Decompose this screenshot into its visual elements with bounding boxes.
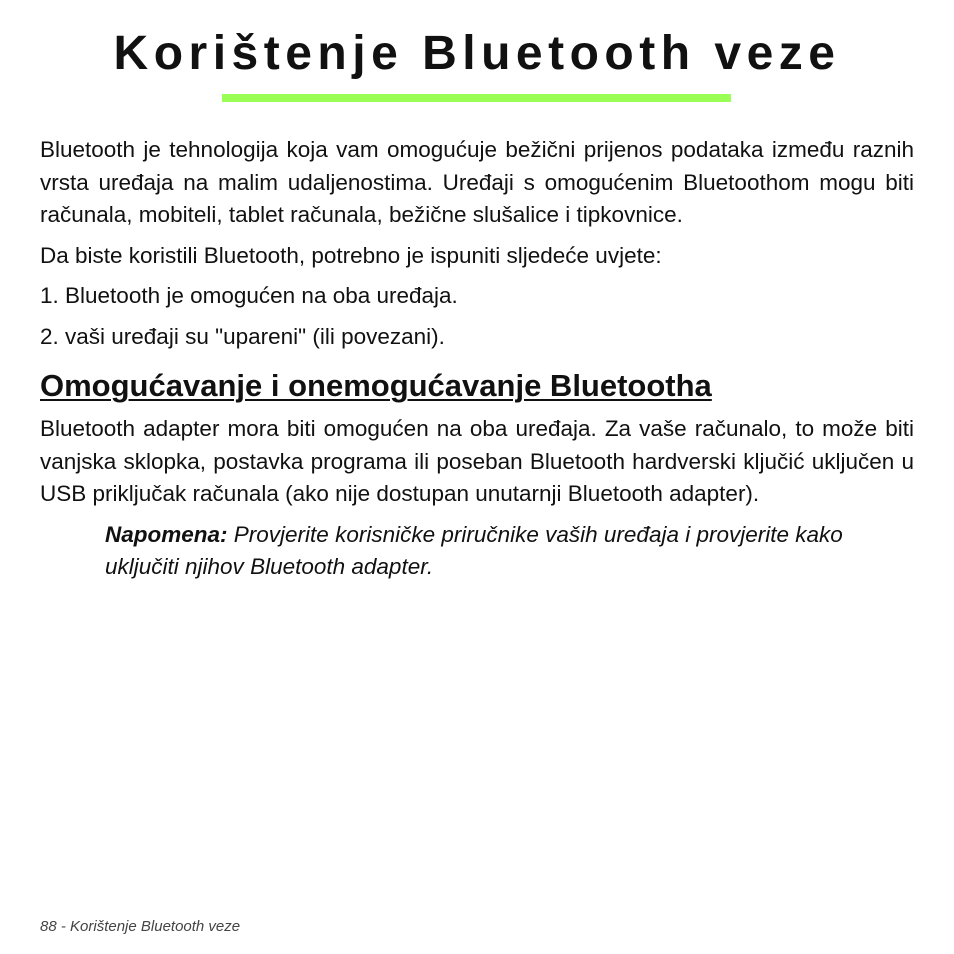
note-label: Napomena:: [105, 521, 228, 547]
conditions-intro-paragraph: Da biste koristili Bluetooth, potrebno je ispuniti sljedeće uvjete:: [40, 242, 662, 268]
condition-item: 2. vaši uređaji su "upareni" (ili povezani).: [40, 323, 445, 349]
page-footer: 88 - Korištenje Bluetooth veze: [40, 918, 241, 935]
title-underline-bar: [222, 94, 731, 102]
note-block: [105, 519, 914, 584]
section-paragraph: Bluetooth adapter mora biti omogućen na oba uređaja. Za vaše računalo, to može biti vanjska sklopka, postavka programa ili poseban Bluetooth hardverski ključić uključen u USB priključak računala (ako nije dostupan unutarnji Bluetooth adapter).: [40, 416, 914, 506]
condition-item: 1. Bluetooth je omogućen na oba uređaja.: [40, 283, 458, 308]
section-heading: Omogućavanje i onemogućavanje Bluetootha: [40, 368, 712, 403]
page-content: [40, 134, 914, 584]
note-text: Provjerite korisničke priručnike vaših uređaja i provjerite kako uključiti njihov Bluetooth adapter.: [105, 521, 843, 579]
page-title: Korištenje Bluetooth veze: [113, 27, 841, 80]
intro-paragraph: Bluetooth je tehnologija koja vam omogućuje bežični prijenos podataka između raznih vrsta uređaja na malim udaljenostima. Uređaji s omogućenim Bluetoothom mogu biti računala, mobiteli, tablet računala, bežične slušalice i tipkovnice.: [40, 137, 914, 227]
